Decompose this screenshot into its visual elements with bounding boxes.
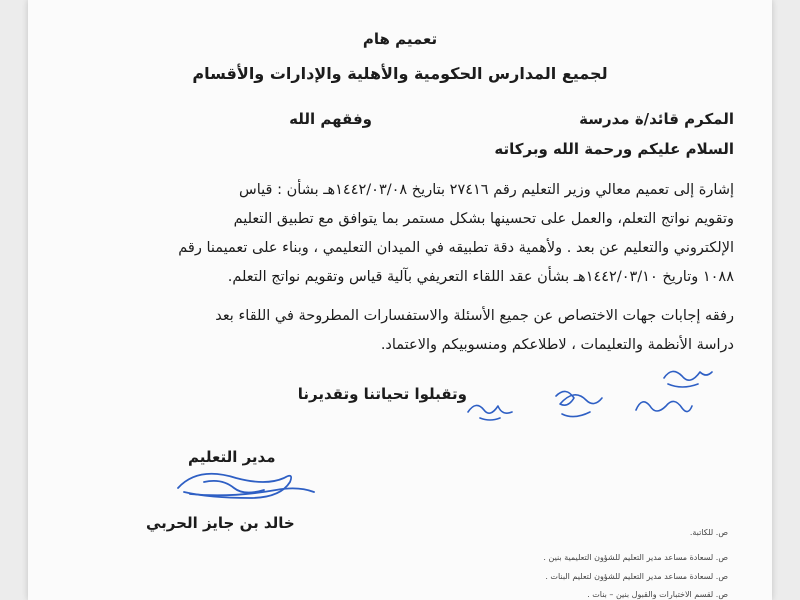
cc-line: ص. لقسم الاختبارات والقبول بنين – بنات . xyxy=(587,590,728,599)
document-title: تعميم هام xyxy=(362,30,438,48)
closing-line: وتقبلوا تحياتنا وتقديرنا xyxy=(297,385,467,403)
cc-line: ص. لسعادة مساعد مدير التعليم للشؤون التعليمية بنين . xyxy=(543,553,728,562)
document-page xyxy=(28,0,772,600)
director-signature xyxy=(28,0,772,600)
addressee-blessing: وفقهم الله xyxy=(289,110,372,128)
cc-line: ص. لسعادة مساعد مدير التعليم للشؤون لتعليم البنات . xyxy=(545,572,728,581)
body-paragraph-1 xyxy=(94,176,734,292)
body-line: الإلكتروني والتعليم عن بعد . ولأهمية دقة تطبيقه في الميدان التعليمي ، وبناء على تعميمنا رقم xyxy=(178,240,734,256)
greeting-line: السلام عليكم ورحمة الله وبركاته xyxy=(494,140,734,158)
body-line: إشارة إلى تعميم معالي وزير التعليم رقم ٢٧٤١٦ بتاريخ ١٤٤٢/٠٣/٠٨هـ بشأن : قياس xyxy=(239,182,734,198)
body-line: ١٠٨٨ وتاريخ ١٤٤٢/٠٣/١٠هـ بشأن عقد اللقاء التعريفي بآلية قياس وتقويم نواتج التعلم. xyxy=(227,269,734,285)
cc-line: ص. للكاتبة. xyxy=(689,528,728,537)
document-subtitle: لجميع المدارس الحكومية والأهلية والإدارات والأقسام xyxy=(192,64,608,83)
body-line: دراسة الأنظمة والتعليمات ، لاطلاعكم ومنسوبيكم والاعتماد. xyxy=(380,337,734,353)
signatory-title: مدير التعليم xyxy=(188,448,276,466)
body-paragraph-2 xyxy=(94,302,734,360)
body-line: رفقه إجابات جهات الاختصاص عن جميع الأسئلة والاستفسارات المطروحة في اللقاء بعد xyxy=(215,308,734,324)
review-initials xyxy=(28,0,772,600)
body-line: وتقويم نواتج التعلم، والعمل على تحسينها بشكل مستمر بما يتوافق مع تطبيق التعليم xyxy=(233,211,734,227)
addressee-line: المكرم قائد/ة مدرسة xyxy=(579,110,734,128)
signatory-name: خالد بن جايز الحربي xyxy=(146,514,295,532)
